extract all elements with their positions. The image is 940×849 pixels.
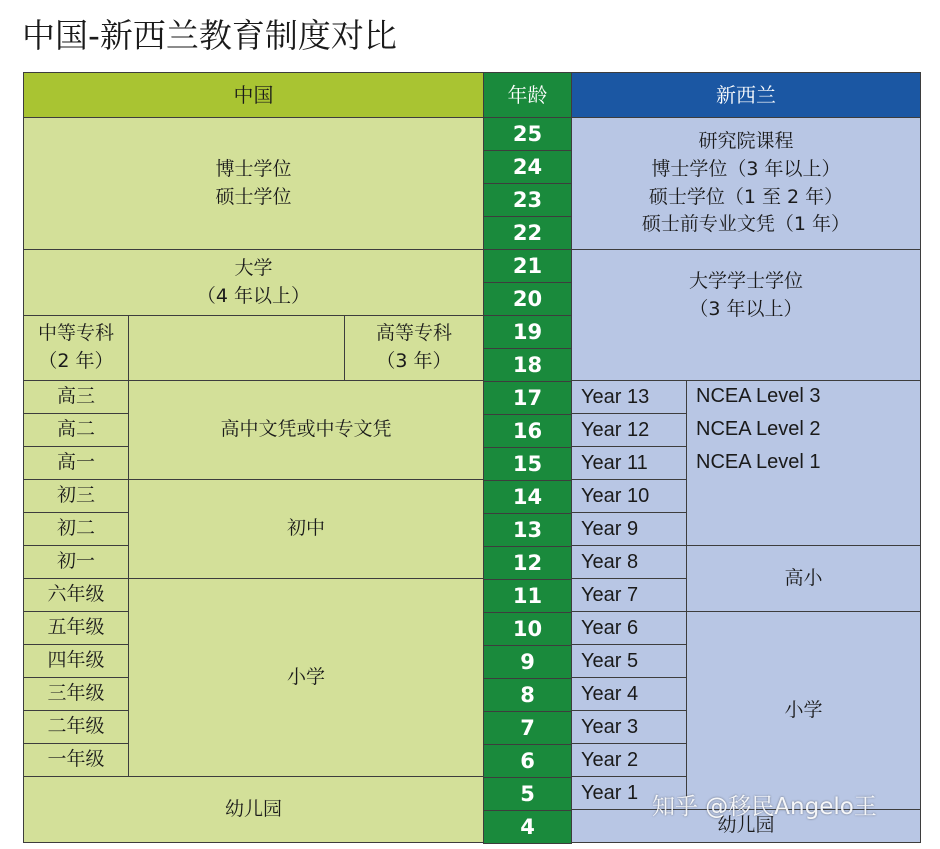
age-cell: 21: [483, 249, 572, 283]
age-cell: 13: [483, 513, 572, 547]
china-grade-6: 六年级: [23, 578, 129, 612]
china-grade-1: 一年级: [23, 743, 129, 777]
nz-postgraduate: 研究院课程 博士学位（3 年以上） 硕士学位（1 至 2 年） 硕士前专业文凭（1 年）: [571, 117, 921, 250]
age-cell: 22: [483, 216, 572, 250]
nz-year-cell: Year 8: [571, 545, 687, 579]
age-cell: 19: [483, 315, 572, 349]
china-university: 大学 （4 年以上）: [23, 249, 484, 316]
age-cell: 24: [483, 150, 572, 184]
china-primary: 小学: [128, 578, 484, 777]
age-cell: 20: [483, 282, 572, 316]
nz-year-cell: Year 7: [571, 578, 687, 612]
age-cell: 16: [483, 414, 572, 448]
nz-kindergarten: 幼儿园: [571, 809, 921, 843]
china-doctor-master: 博士学位 硕士学位: [23, 117, 484, 250]
nz-year-cell: Year 9: [571, 512, 687, 546]
age-cell: 8: [483, 678, 572, 712]
nz-year-cell: Year 5: [571, 644, 687, 678]
china-blank-cell: [128, 315, 345, 381]
age-cell: 9: [483, 645, 572, 679]
nz-year-cell: Year 12: [571, 413, 687, 447]
nz-year-cell: Year 3: [571, 710, 687, 744]
age-cell: 7: [483, 711, 572, 745]
age-cell: 6: [483, 744, 572, 778]
china-secondary-vocational: 中等专科 （2 年）: [23, 315, 129, 381]
china-grade-3: 三年级: [23, 677, 129, 711]
header-age: 年龄: [483, 72, 572, 118]
nz-bachelor: 大学学士学位 （3 年以上）: [571, 249, 921, 381]
nz-year-cell: Year 11: [571, 446, 687, 480]
china-kindergarten: 幼儿园: [23, 776, 484, 843]
page-title: 中国-新西兰教育制度对比: [22, 16, 397, 55]
nz-year-cell: Year 13: [571, 380, 687, 414]
nz-year-cell: Year 6: [571, 611, 687, 645]
comparison-table: [23, 72, 921, 843]
nz-ncea-level-1: NCEA Level 1: [696, 451, 821, 473]
nz-year-cell: Year 1: [571, 776, 687, 810]
nz-intermediate: 高小: [686, 545, 921, 612]
nz-ncea-level-3: NCEA Level 3: [696, 385, 821, 407]
china-grade-junior2: 初二: [23, 512, 129, 546]
age-cell: 18: [483, 348, 572, 382]
china-senior-high-cert: 高中文凭或中专文凭: [128, 380, 484, 480]
china-grade-junior3: 初三: [23, 479, 129, 513]
china-grade-4: 四年级: [23, 644, 129, 678]
age-cell: 5: [483, 777, 572, 811]
china-grade-senior2: 高二: [23, 413, 129, 447]
china-grade-5: 五年级: [23, 611, 129, 645]
age-cell: 11: [483, 579, 572, 613]
china-higher-vocational: 高等专科 （3 年）: [344, 315, 484, 381]
china-grade-senior3: 高三: [23, 380, 129, 414]
header-china: 中国: [23, 72, 484, 118]
china-junior-high: 初中: [128, 479, 484, 579]
age-cell: 14: [483, 480, 572, 514]
nz-year-cell: Year 2: [571, 743, 687, 777]
nz-year-cell: Year 4: [571, 677, 687, 711]
china-grade-senior1: 高一: [23, 446, 129, 480]
age-cell: 17: [483, 381, 572, 415]
nz-year-cell: Year 10: [571, 479, 687, 513]
nz-ncea-level-2: NCEA Level 2: [696, 418, 821, 440]
age-cell: 10: [483, 612, 572, 646]
header-nz: 新西兰: [571, 72, 921, 118]
age-cell: 4: [483, 810, 572, 844]
watermark: 知乎 @移民Angelo王: [652, 794, 877, 820]
age-cell: 25: [483, 117, 572, 151]
china-grade-2: 二年级: [23, 710, 129, 744]
age-cell: 12: [483, 546, 572, 580]
age-cell: 15: [483, 447, 572, 481]
china-grade-junior1: 初一: [23, 545, 129, 579]
nz-primary: 小学: [686, 611, 921, 810]
age-cell: 23: [483, 183, 572, 217]
